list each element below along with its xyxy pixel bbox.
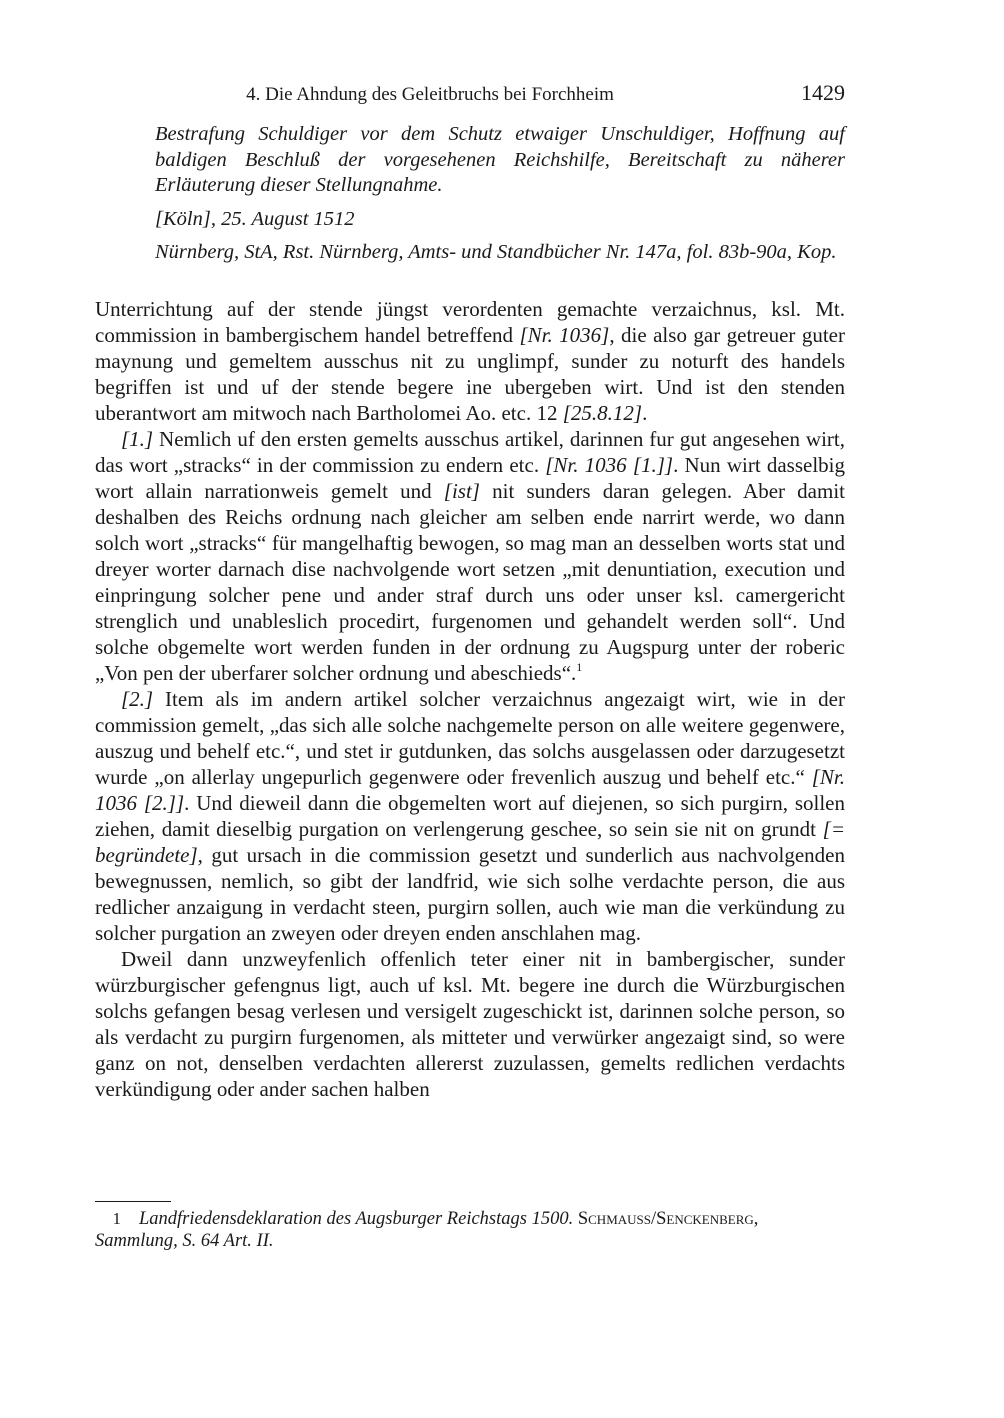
article-marker: [1.] <box>121 427 154 451</box>
page-number: 1429 <box>801 80 845 105</box>
editorial-insertion: [ist] <box>443 479 480 503</box>
page-header <box>95 80 845 110</box>
paragraph-article-2 <box>95 686 845 946</box>
text-run: Nemlich uf den ersten gemelts ausschus artikel, darinnen fur gut angesehen wirt, das wort „stracks“ in der commission zu endern etc. <box>95 427 845 477</box>
paragraph-continuation <box>95 946 845 1102</box>
document-body <box>95 296 845 1102</box>
paragraph-article-1 <box>95 426 845 686</box>
editorial-gloss: [= begründete] <box>95 817 845 867</box>
text-run: . Und dieweil dann die obgemelten wort auf diejenen, so sich purgirn, sollen ziehen, damit dieselbig purgation on verlengerung geschee, so sein sie nit on grundt <box>95 791 845 841</box>
footnote-marker[interactable]: 1 <box>576 660 583 674</box>
running-title: 4. Die Ahndung des Geleitbruchs bei Forchheim <box>246 84 614 105</box>
text-run: Dweil dann unzweyfenlich offenlich teter einer nit in bambergischer, sunder würzburgischer gefengnus ligt, auch uf ksl. Mt. begere ine durch die Würzburgischen solchs gefangen besag verlesen und versigelt zugeschickt ist, darinnen solche person, so als verdacht zu purgirn furgenomen, als mitteter und verwürker angezaigt sind, so were ganz on not, denselben verdachten allererst zuzulassen, gemelts redlichen verdachts verkündigung oder ander sachen halben <box>95 947 845 1101</box>
footnote-text: Landfriedensdeklaration des Augsburger Reichstags 1500. <box>139 1209 574 1229</box>
document-head <box>155 122 845 274</box>
text-run: Item als im andern artikel solcher verzaichnus angezaigt wirt, wie in der commission gemelt, „das sich alle solche nachgemelte person on alle weitere gegenwere, auszug und behelf etc.“, und stet ir gutdunken, das solchs ausgelassen oder darzugesetzt wurde „on allerlay ungepurlich gegenwere oder frevenlich auszug und behelf etc.“ <box>95 687 845 789</box>
text-run: nit sunders daran gelegen. Aber damit deshalben des Reichs ordnung nach gleicher am selben ende narrirt werde, wo dann solch wort „stracks“ für mangelhaftig bewogen, so mag man an desselben worts stat und dreyer worter darnach dise nachvolgende wort setzen „mit denuntiation, execution und einpringung solcher pene und ander straf durch uns oder unser ksl. camergericht strenglich und unableslich procedirt, furgenomen und gehandelt werden soll“. Und solche obgemelte wort werden funden in der ordnung zu Augspurg unter der roberic „Von pen der uberfarer solcher ordnung und abeschieds“. <box>95 479 845 685</box>
head-source: Nürnberg, StA, Rst. Nürnberg, Amts- und Standbücher Nr. 147a, fol. 83b-90a, Kop. <box>155 241 837 263</box>
footnote <box>95 1208 845 1252</box>
cross-reference: [Nr. 1036 [2.]] <box>95 765 845 815</box>
text-run: , die also gar getreuer guter maynung und gemeltem ausschus nit zu unglimpf, sunder zu noturft des handels begriffen ist und uf der stende begere ine ubergeben wirt. Und ist den stenden uberantwort am mitwoch nach Bartholomei Ao. etc. 12 <box>95 323 845 425</box>
footnote-number: 1 <box>112 1209 121 1228</box>
paragraph-intro <box>95 296 845 426</box>
head-place-date: [Köln], 25. August 1512 <box>155 207 355 230</box>
text-run: . <box>642 401 648 425</box>
footnote-author: Schmauss/Senckenberg, <box>577 1209 759 1229</box>
text-run: Unterrichtung auf der stende jüngst verordenten gemachte verzaichnus, ksl. Mt. commission in bambergischem handel betreffend <box>95 297 845 347</box>
cross-reference: [Nr. 1036] <box>519 323 610 347</box>
head-summary: Bestrafung Schuldiger vor dem Schutz etwaiger Unschuldiger, Hoffnung auf baldigen Beschluß der vorgesehenen Reichshilfe, Bereitschaft zu näherer Erläuterung dieser Stellungnahme. <box>155 123 845 196</box>
text-run: . Nun wirt dasselbig wort allain narrationweis gemelt und <box>95 453 845 503</box>
date-reference: [25.8.12] <box>562 401 643 425</box>
article-marker: [2.] <box>121 687 154 711</box>
footnote-divider <box>95 1201 171 1202</box>
text-run: , gut ursach in die commission gesetzt und sunderlich aus nachvolgenden bewegnussen, nemlich, so gibt der landfrid, wie sich solhe verdachte person, die aus redlicher anzaigung in verdacht steen, purgirn sollen, auch wie man die verkündung zu solcher purgation an zweyen oder dreyen enden anschlahen mag. <box>95 843 845 945</box>
cross-reference: [Nr. 1036 [1.]] <box>545 453 674 477</box>
footnote-citation: Sammlung, S. 64 Art. II. <box>95 1231 274 1251</box>
